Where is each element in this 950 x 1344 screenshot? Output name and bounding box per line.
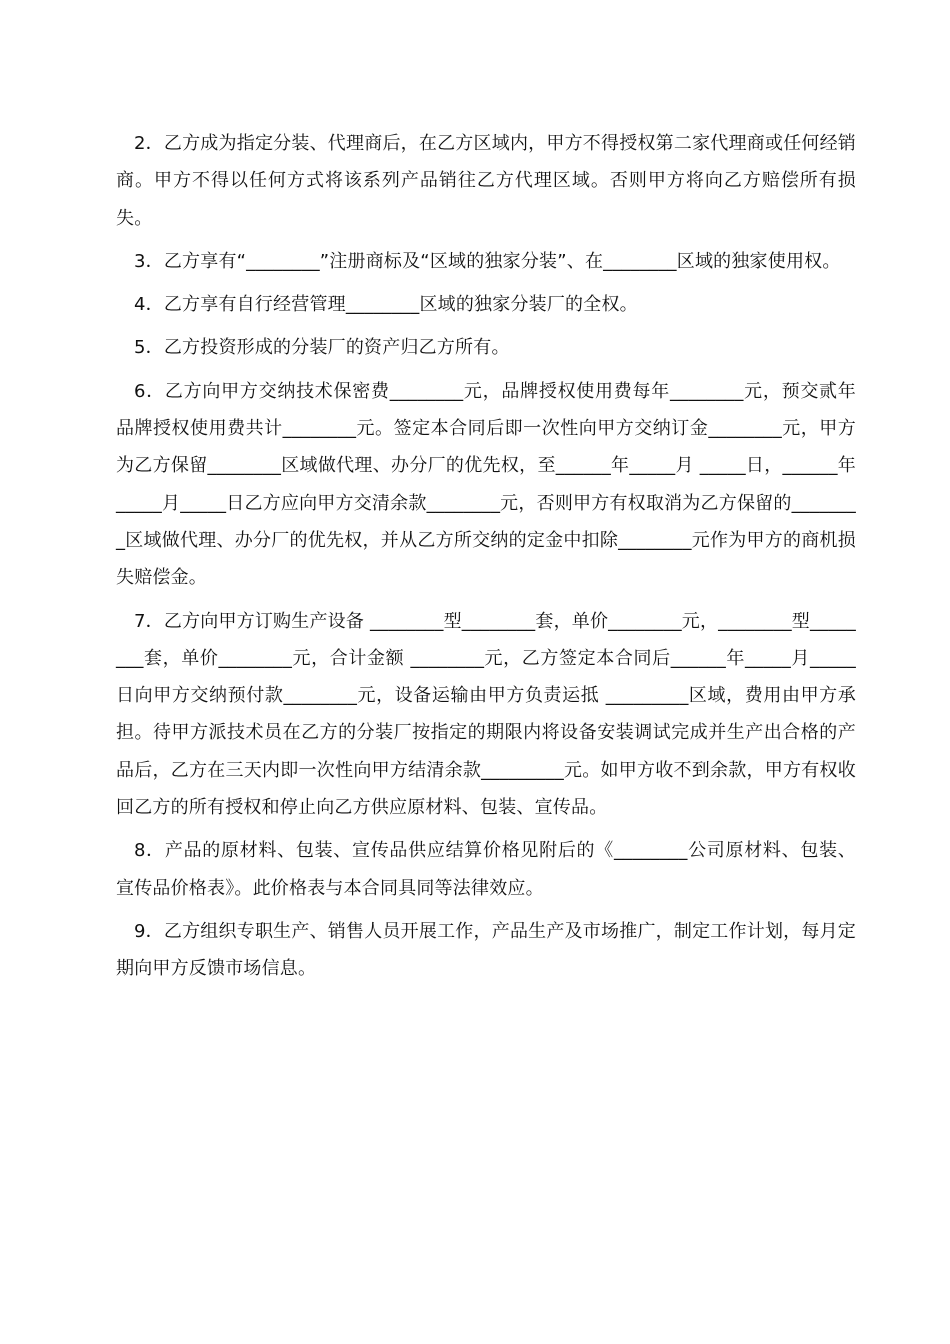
clause-2: 2．乙方成为指定分装、代理商后，在乙方区域内，甲方不得授权第二家代理商或任何经销商。甲方不得以任何方式将该系列产品销往乙方代理区域。否则甲方将向乙方赔偿所有损失。	[116, 133, 856, 229]
clause-5: 5．乙方投资形成的分装厂的资产归乙方所有。	[134, 337, 510, 359]
clause-9: 9．乙方组织专职生产、销售人员开展工作，产品生产及市场推广，制定工作计划，每月定期向甲方反馈市场信息。	[116, 920, 856, 980]
clause-8: 8．产品的原材料、包装、宣传品供应结算价格见附后的《________公司原材料、包装、宣传品价格表》。此价格表与本合同具同等法律效应。	[116, 840, 856, 899]
clause-7: 7．乙方向甲方订购生产设备 ________型________套，单价________元，________型________套，单价________元，合计金额 ________元，乙方签定本合同后______年_____月_____日向甲方交纳预付款________元，设备运输由甲方负责运抵 _________区域，费用由甲方承担。待甲方派技术员在乙方的分装厂按指定的期限内将设备安装调试完成并生产出合格的产品后，乙方在三天内即一次性向甲方结清余款_________元。如甲方收不到余款，甲方有权收回乙方的所有授权和停止向乙方供应原材料、包装、宣传品。	[116, 610, 856, 819]
clause-6: 6．乙方向甲方交纳技术保密费________元，品牌授权使用费每年________元，预交贰年品牌授权使用费共计________元。签定本合同后即一次性向甲方交纳订金________元，甲方为乙方保留________区域做代理、办分厂的优先权，至______年_____月 _____日，______年_____月_____日乙方应向甲方交清余款________元，否则甲方有权取消为乙方保留的________区域做代理、办分厂的优先权，并从乙方所交纳的定金中扣除________元作为甲方的商机损失赔偿金。	[116, 380, 856, 589]
clause-3: 3．乙方享有“________”注册商标及“区域的独家分装”、在________区域的独家使用权。	[134, 250, 841, 272]
contract-body	[116, 125, 856, 994]
clause-4: 4．乙方享有自行经营管理________区域的独家分装厂的全权。	[134, 294, 638, 316]
